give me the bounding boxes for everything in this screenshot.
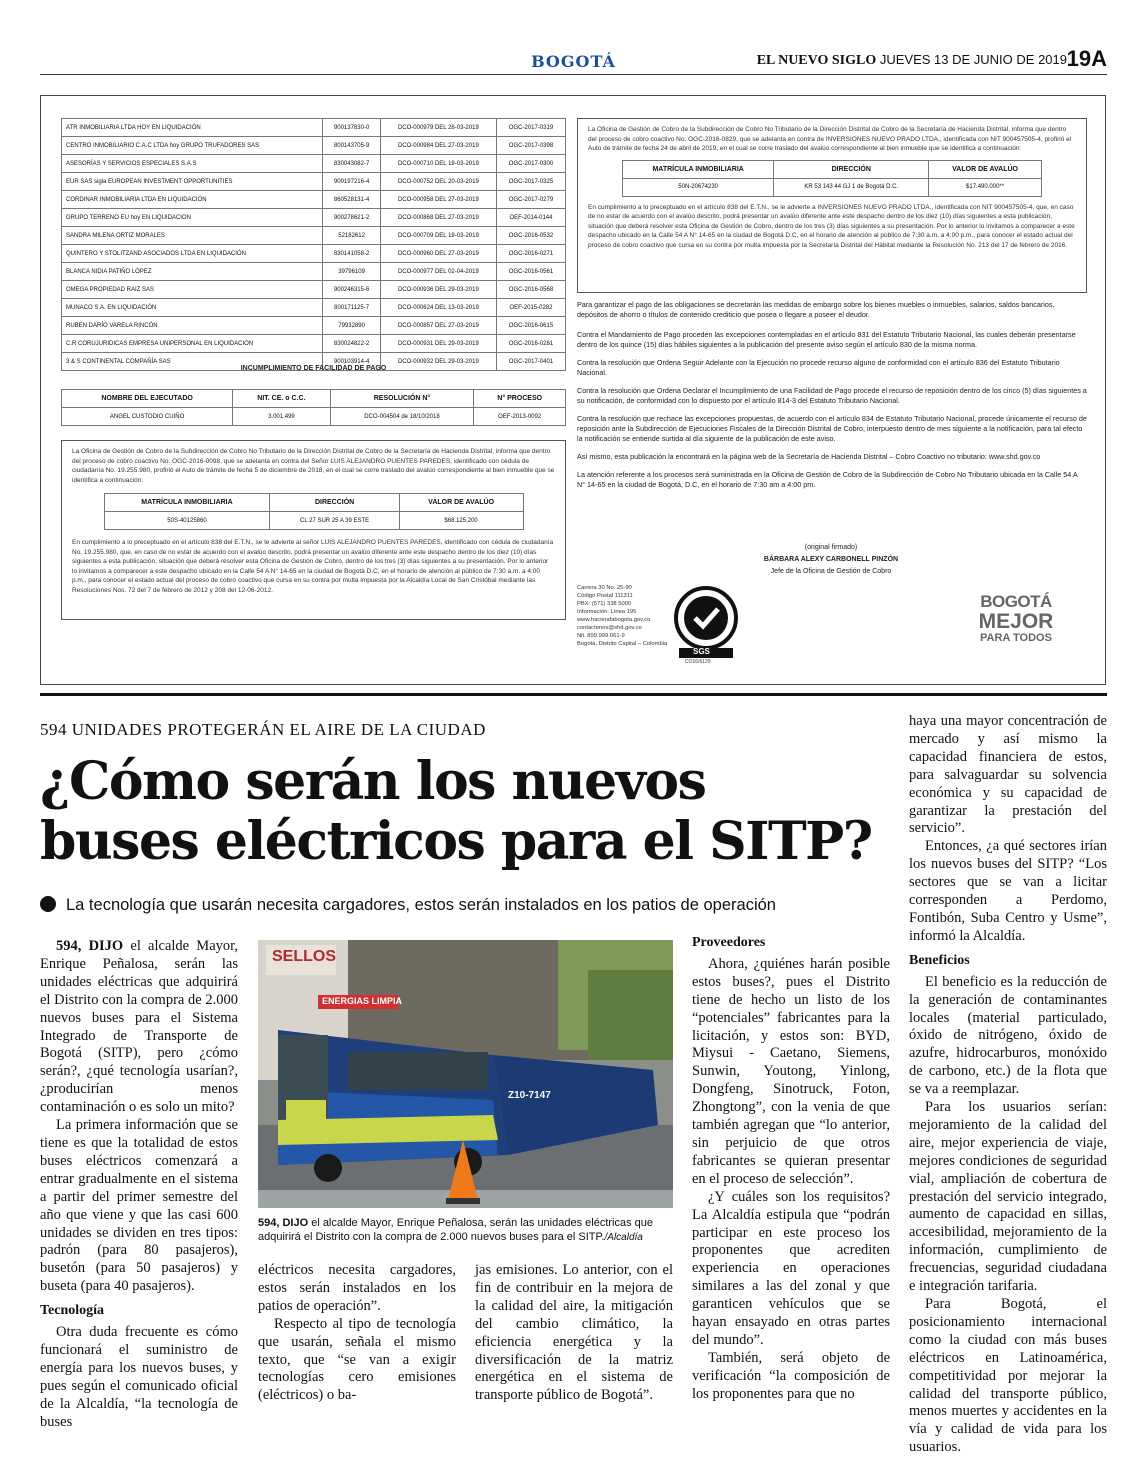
signer-role: Jefe de la Oficina de Gestión de Cobro (770, 568, 892, 575)
col-header: VALOR DE AVALÚO (399, 494, 523, 512)
article-paragraph: ¿Y cuáles son los requisitos? La Alcaldía estipula que “podrán participar en este proceso los proponentes que acrediten experiencia en operaciones similares a las del zonal y que garanticen vehículos que se hayan ensayado en otras partes del mundo”. (692, 1188, 890, 1348)
notice-paragraph: La Oficina de Gestión de Cobro de la Subdirección de Cobro No Tributario de la Dirección Distrital de Cobro de la Secretaría de Hacienda Distrital, informa que dentro del proceso de cobro coactivo No. OGC-2016-0829, que se adelanta en contra de INVERSIONES NUEVO PRADO LTDA., identificada con NIT 900457505-4, profirió el Auto de trámite de fecha 24 de abril de 2019, en el cual se corre traslado del avalúo correspondiente al bien inmueble que se identifica a continuación: (588, 126, 1072, 152)
table-cell: DCO-000868 DEL 27-03-2019 (380, 209, 496, 227)
table-cell: OGC-2016-0281 (496, 335, 565, 353)
notice-paragraph: Contra el Mandamiento de Pago proceden las excepciones contempladas en el artículo 831 del Estatuto Tributario Nacional, las cuales deberán presentarse dentro de los quince (15) días hábiles siguientes a la publicación del presente aviso según el artículo 830 de la misma norma. (577, 330, 1076, 349)
cert-brand: SGS (693, 647, 710, 656)
col-header: RESOLUCIÓN N° (330, 390, 474, 408)
table-cell: 830043082-7 (323, 155, 380, 173)
photo-caption (258, 1216, 673, 1245)
table-cell: 830024822-2 (323, 335, 380, 353)
masthead-info (757, 52, 1067, 69)
table-cell: MUNACO S.A. EN LIQUIDACIÓN (62, 299, 323, 317)
logo-line: MEJOR (978, 610, 1054, 633)
contact-line: PBX: (571) 338 5000 (577, 601, 632, 607)
table-row (62, 299, 566, 317)
table-cell: 50N-20674230 (623, 178, 774, 196)
page-number: 19A (1066, 46, 1107, 71)
paper-name: EL NUEVO SIGLO (756, 53, 877, 68)
section-title: BOGOTÁ (531, 52, 616, 71)
notice-conditions (577, 300, 1087, 498)
col-header: MATRÍCULA INMOBILIARIA (623, 160, 774, 178)
col-header: NOMBRE DEL EJECUTADO (62, 390, 233, 408)
table-cell: 800171125-7 (323, 299, 380, 317)
lead-bold: 594, DIJO (56, 938, 124, 954)
table-cell: OGC-2016-0615 (496, 317, 565, 335)
contact-line: Carrera 30 No. 25-90 (577, 585, 632, 591)
table-cell: 900278621-2 (323, 209, 380, 227)
article-column-3 (475, 1262, 673, 1405)
debtors-table (61, 118, 566, 371)
col-header: N° PROCESO (474, 390, 566, 408)
table-cell: 50S-40125860 (104, 512, 270, 530)
table-cell: DCO-000709 DEL 19-03-2019 (380, 227, 496, 245)
table-cell: OEF-2015-0282 (496, 299, 565, 317)
table-cell: DCO-000752 DEL 20-03-2019 (380, 173, 496, 191)
table-row (62, 137, 566, 155)
table-cell: DCO-000624 DEL 13-03-2019 (380, 299, 496, 317)
table-cell: DCO-000932 DEL 29-03-2019 (380, 353, 496, 371)
table-cell: OGC-2017-0325 (496, 173, 565, 191)
article-paragraph (40, 938, 238, 1117)
article-paragraph: Ahora, ¿quiénes harán posible estos buses?, pues el Distrito tiene de hecho un listo de los “potenciales” fabricantes para la licitación, y estos son: BYD, Miysui - Caetano, Siemens, Sunwin, Youtong, Yinlong, Dongfeng, Sinotruck, Foton, Zhongtong”, con la venia de que también agregan que “lo anterior, sin perjuicio de que otros fabricantes se quieran presentar en el proceso de selección”. (692, 955, 890, 1187)
bus-photo (258, 940, 673, 1208)
table-cell: $68.125.200 (399, 512, 523, 530)
table-cell: DCO-004504 de 18/10/2018 (330, 408, 474, 426)
table-cell: 3 & S CONTINENTAL COMPAÑÍA SAS (62, 353, 323, 371)
table-cell: OEF-2013-0092 (474, 408, 566, 426)
table-cell: 800143705-9 (323, 137, 380, 155)
avaluo-table (104, 493, 524, 530)
table-row (62, 173, 566, 191)
logo-line: BOGOTÁ (980, 592, 1052, 611)
headline-line: ¿Cómo serán los nuevos (40, 751, 706, 812)
table-row (62, 227, 566, 245)
table-cell: C.R CORUJURIDICAS EMPRESA UNIPERSONAL EN LIQUIDACIÓN (62, 335, 323, 353)
notice-paragraph: Para garantizar el pago de las obligaciones se decretarán las medidas de embargo sobre los bienes muebles o inmuebles, salarios, saldos bancarios, depósitos de ahorro o títulos de contenido crediticio que posea o llegare a poseer el deudor. (577, 300, 1055, 319)
table-cell: OGC-2017-0398 (496, 137, 565, 155)
table-cell: BLANCA NIDIA PATIÑO LÓPEZ (62, 263, 323, 281)
table-cell: DCO-000936 DEL 29-03-2019 (380, 281, 496, 299)
table-row (62, 155, 566, 173)
avaluo-box-left (61, 440, 566, 620)
photo-sign: SELLOS (272, 948, 337, 965)
article-column-5 (909, 713, 1107, 1457)
article-kicker: 594 UNIDADES PROTEGERÁN EL AIRE DE LA CIUDAD (40, 720, 486, 739)
notice-paragraph: Contra la resolución que Ordena Seguir Adelante con la Ejecución no procede recurso alguno de conformidad con el artículo 836 del Estatuto Tributario Nacional. (577, 358, 1060, 377)
article-paragraph: Respecto al tipo de tecnología que usarán, señala el mismo texto, que “se van a exigir tecnologías cero emisiones (eléctricos) o ba- (258, 1315, 456, 1404)
table-cell: 900103914-4 (323, 353, 380, 371)
table-row (62, 245, 566, 263)
subheading: Proveedores (692, 935, 766, 950)
table-row (62, 191, 566, 209)
table-cell: OEF-2014-0144 (496, 209, 565, 227)
notice-paragraph: Contra la resolución que Ordena Declarar el Incumplimiento de una Facilidad de Pago procede el recurso de reposición dentro de los cinco (5) días siguientes a su notificación, de conformidad con lo dispuesto por el artículo 814-3 del Estatuto Tributario Nacional. (577, 386, 1087, 405)
bullet-icon (40, 896, 56, 912)
table-cell: OGC-2016-0532 (496, 227, 565, 245)
table-cell: OGC-2016-0568 (496, 281, 565, 299)
headline-line: buses eléctricos para el SITP? (40, 811, 872, 872)
table-cell: RUBEN DARÍO VARELA RINCÓN (62, 317, 323, 335)
table-cell: DCO-000958 DEL 27-03-2019 (380, 191, 496, 209)
table-cell: ANGEL CUSTODIO CUIÑO (62, 408, 233, 426)
table-cell: 860528131-4 (323, 191, 380, 209)
table-cell: OGC-2017-0279 (496, 191, 565, 209)
article-paragraph: Entonces, ¿a qué sectores irían los nuevos buses del SITP? “Los sectores que se van a licitar corresponden a Perdomo, Fontibón, Suba Centro y Usme”, informó la Alcaldía. (909, 838, 1107, 944)
contact-line: Nit. 899.999.061-9 (577, 633, 625, 639)
table-cell: DCO-000960 DEL 27-03-2019 (380, 245, 496, 263)
table-cell: OGC-2017-0319 (496, 119, 565, 137)
caption-bold: 594, DIJO (258, 1217, 309, 1229)
article-paragraph: La primera información que se tiene es que la totalidad de estos buses eléctricos comenzará a entrar gradualmente en el sistema a partir del primer semestre del año que viene y que las casi 600 unidades se dividen en tres tipos: padrón (para 80 pasajeros), busetón (para 50 pasajeros) y buseta (para 40 pasajeros). (40, 1117, 238, 1295)
table-cell: CORDINAR INMOBILIARIA LTDA EN LIQUIDACIÓN (62, 191, 323, 209)
bogota-logo (946, 592, 1086, 644)
table-cell: DCO-000979 DEL 28-03-2019 (380, 119, 496, 137)
table-cell: GRUPO TERRENO EU hoy EN LIQUIDACION (62, 209, 323, 227)
table-cell: 900246315-6 (323, 281, 380, 299)
incumplimiento-table (61, 389, 566, 426)
table-cell: ASESORÍAS Y SERVICIOS ESPECIALES S.A.S (62, 155, 323, 173)
table-cell: 900197216-4 (323, 173, 380, 191)
table-cell: 830141058-2 (323, 245, 380, 263)
table-cell: 900137830-0 (323, 119, 380, 137)
logo-line: PARA TODOS (980, 632, 1052, 644)
table-cell: QUINTERO Y STOLITZAND ASOCIADOS LTDA EN LIQUIDACIÓN (62, 245, 323, 263)
table-cell: OGC-2016-0561 (496, 263, 565, 281)
table-cell: DCO-000931 DEL 29-03-2019 (380, 335, 496, 353)
contact-line: Información: Línea 195 (577, 609, 637, 615)
subheading: Beneficios (909, 952, 970, 968)
table-row (62, 209, 566, 227)
caption-credit: /Alcaldía (604, 1232, 643, 1243)
table-cell: CL 27 SUR 25 A 39 ESTE (270, 512, 399, 530)
article-paragraph: Para los usuarios serían: mejoramiento de la calidad del aire, mejor experiencia de viaje, mejores condiciones de seguridad vial, ampliación de cobertura de prestación del servicio integrado, aumento de capacidad en sillas, accesibilidad, mejoramiento de la información, cumplimiento de frecuencias, seguridad ciudadana e integración tarifaria. (909, 1099, 1107, 1295)
contact-line: contactenos@shd.gov.co (577, 625, 642, 631)
contact-line: Código Postal 111311 (577, 593, 633, 599)
issue-date: JUEVES 13 DE JUNIO DE 2019 (879, 52, 1067, 67)
table-cell: EUR SAS sigla EUROPEAN INVESTMENT OPPORTUNITIES (62, 173, 323, 191)
table-row (62, 119, 566, 137)
table-row (62, 281, 566, 299)
article-column-4 (692, 934, 890, 1404)
certification-logo (671, 584, 741, 664)
caption-text: el alcalde Mayor, Enrique Peñalosa, serán las unidades eléctricas que adquirirá el Distrito con la compra de 2.000 nuevos buses para el SITP. (258, 1217, 654, 1243)
avaluo-table (622, 160, 1042, 197)
legal-notice (40, 95, 1106, 685)
table-cell: DCO-000984 DEL 27-03-2019 (380, 137, 496, 155)
subhead-text: La tecnología que usarán necesita cargadores, estos serán instalados en los patios de operación (66, 896, 776, 914)
article-paragraph: jas emisiones. Lo anterior, con el fin de contribuir en la mejora de la calidad del aire, la mitigación del cambio climático, la eficiencia energética y la diversificación de la matriz energética en el sistema de transporte público de Bogotá”. (475, 1262, 673, 1404)
table-cell: OGC-2017-0401 (496, 353, 565, 371)
article-paragraph: eléctricos necesita cargadores, estos serán instalados en los patios de operación”. (258, 1262, 456, 1314)
cert-code: CO16/6129 (685, 659, 711, 665)
contact-line: www.haciendabogota.gov.co (577, 617, 651, 623)
notice-paragraph: La Oficina de Gestión de Cobro de la Subdirección de Cobro No Tributario de la Dirección Distrital de Cobro de la Secretaría de Hacienda Distrital, informa que dentro del proceso de cobro coactivo No. OGC-2016-0098, que se adelanta en contra del Señor LUIS ALEJANDRO PUENTES PAREDES, identificado con cédula de ciudadanía No. 19.255.980, profirió el Auto de trámite de fecha 5 de diciembre de 2018, en el cual se corre traslado del avalúo correspondiente al bien inmueble que se identifica a continuación: (72, 448, 555, 484)
table-cell: OGC-2017-0300 (496, 155, 565, 173)
article-subhead (40, 896, 900, 915)
table-cell: $17.490.000** (929, 178, 1042, 196)
article-column-2 (258, 1262, 456, 1405)
signer-name: BÁRBARA ALEXY CARBONELL PINZÓN (763, 556, 899, 563)
header-rule (40, 74, 1107, 75)
article-paragraph: El beneficio es la reducción de la generación de contaminantes locales (material particulado, óxido de nitrógeno, óxido de azufre, hidrocarburos, monóxido de carbono, etc.) de la flota que se va a reemplazar. (909, 973, 1107, 1098)
col-header: MATRÍCULA INMOBILIARIA (104, 494, 270, 512)
article-headline (40, 752, 900, 872)
article-paragraph: También, será objeto de verificación “la composición de los proponentes para que no (692, 1349, 890, 1402)
table-cell: OGC-2016-0271 (496, 245, 565, 263)
electric-bus-illustration (258, 940, 673, 1208)
notice-paragraph: Contra la resolución que rechace las excepciones propuestas, de acuerdo con el artículo 834 de Estatuto Tributario Nacional, procede únicamente el recurso de reposición ante la Subdirección de Ejecuciones Fiscales de la Dirección Distrital de Cobro, interpuesto dentro de mes siguiente a la notificación, para tal efecto la notificación se entiende surtida al día siguiente de la publicación de este aviso. (577, 414, 1087, 443)
table-cell: 79932890 (323, 317, 380, 335)
section-rule (40, 693, 1107, 696)
table-cell: CENTRO INMOBILIARIO C.A.C LTDA hoy GRUPO TRUFADORES SAS (62, 137, 323, 155)
table-cell: 52182612 (323, 227, 380, 245)
table-cell: KR 53 143 44 GJ 1 de Bogotá D.C. (774, 178, 929, 196)
table-row (62, 263, 566, 281)
table-cell: DCO-000977 DEL 02-04-2019 (380, 263, 496, 281)
table-row (62, 317, 566, 335)
notice-paragraph: La atención referente a los procesos será suministrada en la Oficina de Gestión de Cobro de la Subdirección de Cobro No Tributario ubicada en la Calle 54 A N° 14-65 en la ciudad de Bogotá, D.C, en el horario de 7:30 am a 4:00 pm. (577, 470, 1078, 489)
article-paragraph: Otra duda frecuente es cómo funcionará el suministro de energía para los nuevos buses, y pues según el comunicado oficial de la Alcaldía, “la tecnología de buses (40, 1324, 238, 1430)
table-cell: ATR INMOBILIARIA LTDA HOY EN LIQUIDACIÓN (62, 119, 323, 137)
contact-line: Bogotá, Distrito Capital – Colombia (577, 641, 668, 647)
table-cell: DCO-000710 DEL 19-03-2019 (380, 155, 496, 173)
notice-paragraph: En cumplimiento a lo preceptuado en el artículo 838 del E.T.N., se le advierte al señor LUIS ALEJANDRO PUENTES PAREDES, identificado con cédula de ciudadanía No. 19.255.980, que, en caso de no estar de acuerdo con el avalúo descrito, podrá presentar un avalúo diferente ante este despacho dentro de los diez (10) días siguientes a esta publicación, situación que deberá resolver esta Oficina de Gestión de Cobro, dentro de los tres (3) días siguientes a su presentación. Por lo anterior lo invitamos a comparecer a este despacho ubicado en la Calle 54 A N° 14-65 en la ciudad de Bogotá D.C, en el horario de atención al público de 7:30 a.m. a 4:00 p.m., para conocer el estado actual del proceso de cobro coactivo que cursa en su contra por multa impuesta por la Alcaldía Local de San Cristóbal mediante las Resoluciones Nos. 72 del 7 de febrero de 2012 y 208 del 12-06-2012. (72, 539, 554, 594)
table-cell: 39796109 (323, 263, 380, 281)
article-paragraph: haya una mayor concentración de mercado y así mismo la capacidad financiera de estos, para salvaguardar su solvencia económica y su capacidad de garantizar la prestación del servicio”. (909, 713, 1107, 837)
notice-paragraph: En cumplimiento a lo preceptuado en el artículo 838 del E.T.N., se le advierte a INVERSIONES NUEVO PRADO LTDA., identificada con NIT 900457505-4, que, en caso de no estar de acuerdo con el avalúo descrito, podrá presentar un avalúo diferente ante este despacho dentro de los diez (10) días siguientes a esta publicación, situación que deberá resolver esta Oficina de Gestión de Cobro, dentro de los tres (3) días siguientes a su presentación. Por lo anterior lo invitamos a comparecer a este despacho ubicado en la Calle 54 A N° 14-65 en la ciudad de Bogotá D.C, en el horario de atención al público de 7:30 a.m. a 4:00 p.m., para conocer el estado actual del proceso de cobro coactivo que cursa en su contra por multa impuesta por la Secretaría Distrital del Hábitat mediante la Resolución No. 213 del 17 de febrero de 2016. (588, 203, 1075, 249)
signature-block (661, 542, 1001, 578)
table-cell: 3.001.499 (233, 408, 330, 426)
article-paragraph: Para Bogotá, el posicionamiento internacional como la ciudad con más buses eléctricos en Latinoamérica, competitividad por mejorar la calidad del transporte público, menos muertes y accidentes en la vía y calidad de vida para los usuarios. (909, 1296, 1107, 1456)
table-cell: OMEGA PROPIEDAD RAIZ SAS (62, 281, 323, 299)
table-cell: SANDRA MILENA ORTIZ MORALES (62, 227, 323, 245)
signature-note: (original firmado) (804, 544, 858, 551)
col-header: DIRECCIÓN (270, 494, 399, 512)
lead-text: el alcalde Mayor, Enrique Peñalosa, serán las unidades eléctricas que adquirirá el Distrito con la compra de 2.000 nuevos buses para el Sistema Integrado de Transporte de Bogotá (SITP), pero ¿cómo serán?, ¿qué tecnología usarían?, ¿producirían menos contaminación o es solo un mito? (40, 938, 238, 1116)
col-header: VALOR DE AVALÚO (929, 160, 1042, 178)
avaluo-box-right (577, 118, 1087, 293)
photo-sign: ENERGIAS LIMPIA (322, 996, 403, 1006)
incumplimiento-title: INCUMPLIMIENTO DE FACILIDAD DE PAGO (240, 365, 387, 372)
col-header: DIRECCIÓN (774, 160, 929, 178)
col-header: NIT. CE. o C.C. (233, 390, 330, 408)
bus-code: Z10-7147 (508, 1090, 551, 1101)
table-cell: DCO-000857 DEL 27-03-2019 (380, 317, 496, 335)
subheading: Tecnología (40, 1303, 105, 1319)
notice-paragraph: Así mismo, esta publicación la encontrará en la página web de la Secretaría de Hacienda Distrital – Cobro Coactivo no tributario: www.shd.gov.co (577, 452, 1041, 461)
table-row (62, 335, 566, 353)
article-column-1 (40, 938, 238, 1431)
